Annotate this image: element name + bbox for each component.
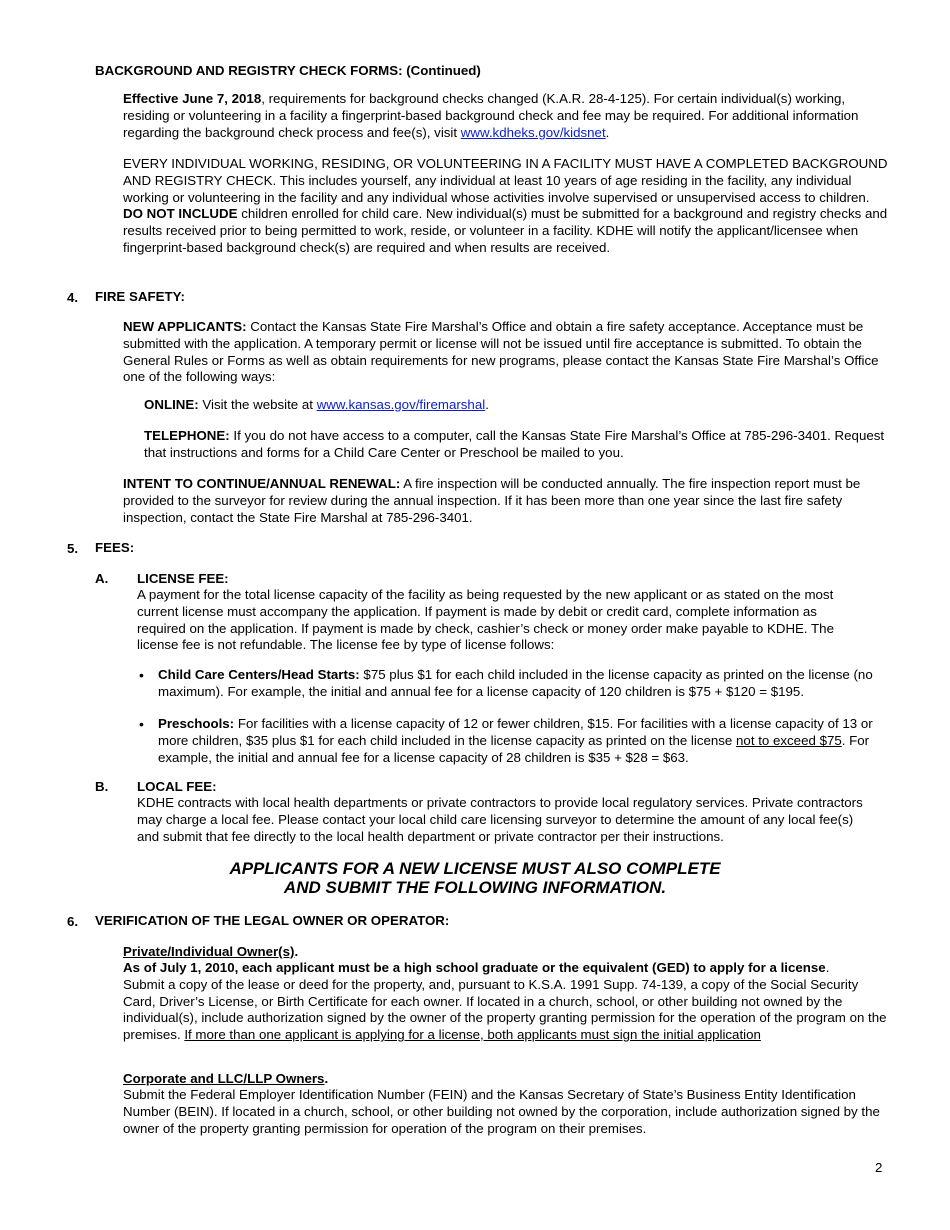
section-5-number: 5. — [67, 541, 79, 556]
local-fee-paragraph: KDHE contracts with local health departments or private contractors to provide local regulatory services. Private contractors may charge a local fee. Please contact your local child care licensing surveyor to determine the amount of any local fee(s) and submit that fee directly to the local health department or private contractor per their instructions. — [137, 795, 863, 844]
background-paragraph-2: EVERY INDIVIDUAL WORKING, RESIDING, OR VOLUNTEERING IN A FACILITY MUST HAVE A COMPLETED BACKGROUND AND REGISTRY CHECK. This includes yourself, any individual at least 10 years of age residing in the facility, any individual working or volunteering in the facility and any individual whose activities involve supervised or unsupervised access to children. DO NOT INCLUDE children enrolled for child care. New individual(s) must be submitted for a background and registry checks and results received prior to being permitted to work, reside, or volunteer in a facility. KDHE will notify the applicant/licensee when fingerprint-based background check(s) are required and when results are received. — [123, 156, 888, 255]
both-applicants-sign-text: If more than one applicant is applying for a license, both applicants must sign the initial application — [184, 1027, 761, 1043]
renewal-paragraph: INTENT TO CONTINUE/ANNUAL RENEWAL: A fire inspection will be conducted annually. The fire inspection report must be provided to the surveyor for review during the annual inspection. If it has been more than one year since the last fire safety inspection, contact the State Fire Marshal at 785-296-3401. — [123, 476, 861, 525]
fees-heading: FEES: — [95, 540, 135, 555]
bullet-1: • — [139, 667, 144, 683]
child-care-centers-item: Child Care Centers/Head Starts: $75 plus $1 for each child included in the license capacity as printed on the license (no maximum). For example, the initial and annual fee for a license capacity of 120 children is $75 + $120 = $195. — [158, 667, 873, 699]
private-owner-paragraph: As of July 1, 2010, each applicant must be a high school graduate or the equivalent (GED) to apply for a license. Submit a copy of the lease or deed for the property, and, pursuant to K.S.A. 1991 Supp. 74-139, a copy of the Social Security Card, Driver’s License, or Birth Certificate for each owner. If located in a church, school, or other building not owned by the individual(s), include authorization signed by the owner of the property granting permission for the operation of the program on the premises. If more than one applicant is applying for a license, both applicants must sign the initial application — [123, 960, 887, 1043]
page-number: 2 — [875, 1160, 883, 1175]
preschools-item: Preschools: For facilities with a license capacity of 12 or fewer children, $15. For facilities with a license capacity of 13 or more children, $35 plus $1 for each child included in the license capacity as printed on the license not to exceed $75. For example, the initial and annual fee for a license capacity of 28 children is $35 + $28 = $63. — [158, 716, 873, 765]
child-care-centers-label: Child Care Centers/Head Starts: — [158, 667, 360, 682]
verification-heading: VERIFICATION OF THE LEGAL OWNER OR OPERATOR: — [95, 913, 450, 928]
background-paragraph-1: Effective June 7, 2018, requirements for background checks changed (K.A.R. 28-4-125). For certain individual(s) working, residing or volunteering in a facility a fingerprint-based background check and fee may be required. For additional information regarding the background check process and fee(s), visit www.kdheks.gov/kidsnet. — [123, 91, 859, 140]
telephone-label: TELEPHONE: — [144, 428, 230, 443]
section-6-number: 6. — [67, 914, 79, 929]
kidsnet-link[interactable]: www.kdheks.gov/kidsnet — [460, 124, 606, 140]
online-label: ONLINE: — [144, 397, 199, 412]
private-owner-heading: Private/Individual Owner(s). — [123, 944, 299, 959]
new-applicants-label: NEW APPLICANTS: — [123, 319, 247, 334]
subsection-a-letter: A. — [95, 571, 109, 586]
telephone-paragraph: TELEPHONE: If you do not have access to a computer, call the Kansas State Fire Marshal’s Office at 785-296-3401. Request that instructions and forms for a Child Care Center or Preschool be mailed to you. — [144, 428, 885, 460]
online-paragraph: ONLINE: Visit the website at www.kansas.gov/firemarshal. — [144, 397, 489, 412]
new-applicants-paragraph: NEW APPLICANTS: Contact the Kansas State Fire Marshal’s Office and obtain a fire safety acceptance. Acceptance must be submitted with the application. A temporary permit or license will not be issued until fire acceptance is submitted. To obtain the General Rules or Forms as well as obtain requirements for new programs, please contact the Kansas State Fire Marshal’s Office one of the following ways: — [123, 319, 879, 385]
renewal-label: INTENT TO CONTINUE/ANNUAL RENEWAL: — [123, 476, 401, 491]
background-heading: BACKGROUND AND REGISTRY CHECK FORMS: (Continued) — [95, 63, 481, 78]
section-4-number: 4. — [67, 290, 79, 305]
ged-requirement: As of July 1, 2010, each applicant must be a high school graduate or the equivalent (GED) to apply for a license — [123, 960, 826, 975]
preschools-label: Preschools: — [158, 716, 235, 731]
banner-line-1: APPLICANTS FOR A NEW LICENSE MUST ALSO COMPLETE — [229, 859, 721, 878]
subsection-b-letter: B. — [95, 779, 109, 794]
corporate-owner-heading: Corporate and LLC/LLP Owners. — [123, 1071, 329, 1086]
do-not-include-label: DO NOT INCLUDE — [123, 206, 238, 222]
corporate-owner-paragraph: Submit the Federal Employer Identification Number (FEIN) and the Kansas Secretary of State’s Business Entity Identification Number (BEIN). If located in a church, school, or other building not owned by the corporation, include authorization signed by the owner of the property granting permission for operation of the program on their premises. — [123, 1087, 880, 1136]
fire-safety-heading: FIRE SAFETY: — [95, 289, 185, 304]
firemarshal-link[interactable]: www.kansas.gov/firemarshal — [316, 397, 486, 412]
bullet-2: • — [139, 716, 144, 732]
not-to-exceed-text: not to exceed $75 — [736, 732, 842, 748]
local-fee-heading: LOCAL FEE: — [137, 779, 217, 794]
effective-date: Effective June 7, 2018 — [123, 91, 262, 106]
banner-line-2: AND SUBMIT THE FOLLOWING INFORMATION. — [283, 878, 667, 897]
license-fee-paragraph: A payment for the total license capacity of the facility as being requested by the new applicant or as stated on the most current license must accompany the application. If payment is made by debit or credit card, complete information as required on the application. If payment is made by check, cashier’s check or money order make payable to KDHE. The license fee is not refundable. The license fee by type of license follows: — [137, 587, 834, 653]
license-fee-heading: LICENSE FEE: — [137, 571, 229, 586]
